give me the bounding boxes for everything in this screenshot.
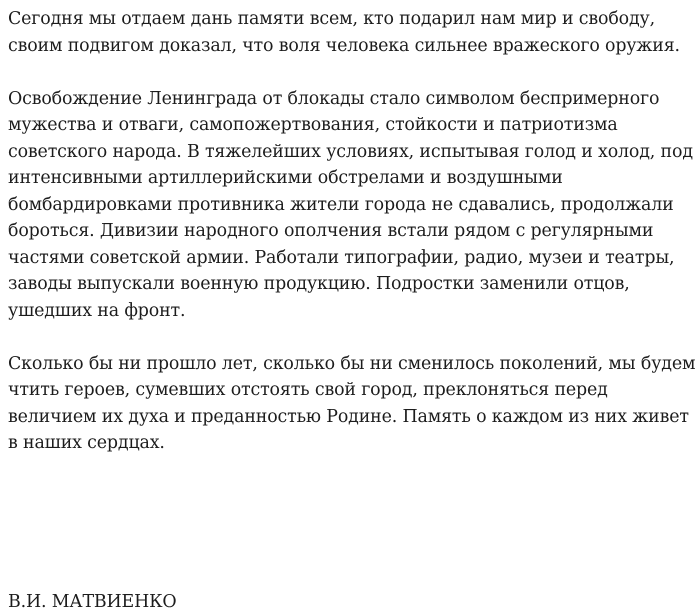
paragraph-memory: Сколько бы ни прошло лет, сколько бы ни сменилось поколений, мы будем чтить героев, сумевших отстоять свой город, преклоняться перед величием их духа и преданностью Родине. Память о каждом из них живет в наших сердцах. xyxy=(8,353,696,453)
paragraph-liberation: Освобождение Ленинграда от блокады стало символом беспримерного мужества и отваги, самопожертвования, стойкости и патриотизма советского народа. В тяжелейших условиях, испытывая голод и холод, под интенсивными артиллерийскими обстрелами и воздушными бомбардировками противника жители города не сдавались, продолжали бороться. Дивизии народного ополчения встали рядом с регулярными частями советской армии. Работали типографии, радио, музеи и театры, заводы выпускали военную продукцию. Подростки заменили отцов, ушедших на фронт. xyxy=(8,88,693,321)
author-signature: В.И. МАТВИЕНКО xyxy=(8,592,177,612)
article-body xyxy=(8,6,698,483)
paragraph-tribute: Сегодня мы отдаем дань памяти всем, кто подарил нам мир и свободу, своим подвигом доказал, что воля человека сильнее вражеского оружия. xyxy=(8,9,680,56)
